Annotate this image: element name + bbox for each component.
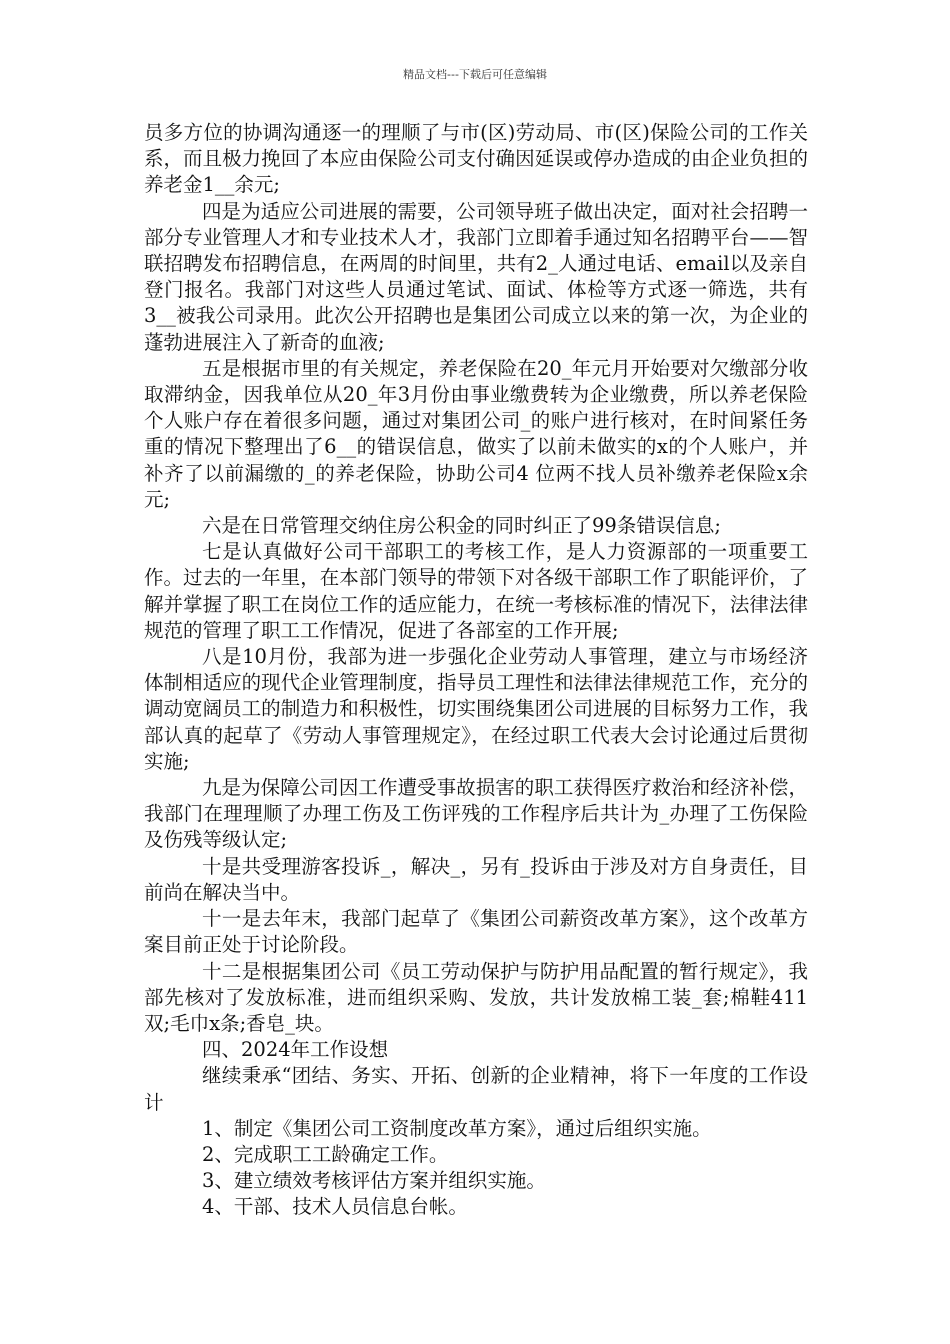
paragraph: 员多方位的协调沟通逐一的理顺了与市(区)劳动局、市(区)保险公司的工作关系，而且极力挽回了本应由保险公司支付确因延误或停办造成的由企业负担的养老金1__余元;	[144, 121, 808, 197]
page-header: 精品文档---下载后可任意编辑	[403, 68, 547, 81]
paragraph: 4、干部、技术人员信息台帐。	[202, 1195, 468, 1219]
paragraph: 十一是去年末，我部门起草了《集团公司薪资改革方案》，这个改革方案目前正处于讨论阶段。	[144, 907, 808, 957]
paragraph: 四、2024年工作设想	[202, 1038, 389, 1062]
paragraph: 六是在日常管理交纳住房公积金的同时纠正了99条错误信息;	[202, 514, 721, 538]
paragraph: 五是根据市里的有关规定，养老保险在20_年元月开始要对欠缴部分收取滞纳金，因我单位从20_年3月份由事业缴费转为企业缴费，所以养老保险个人账户存在着很多问题，通过对集团公司_的账户进行核对，在时间紧任务重的情况下整理出了6__的错误信息，做实了以前未做实的x的个人账户，并补齐了以前漏缴的_的养老保险，协助公司4 位两不找人员补缴养老保险x余元;	[144, 356, 808, 511]
paragraph: 十二是根据集团公司《员工劳动保护与防护用品配置的暂行规定》，我部先核对了发放标准，进而组织采购、发放，共计发放棉工装_套;棉鞋411双;毛巾x条;香皂_块。	[144, 959, 808, 1035]
paragraph: 九是为保障公司因工作遭受事故损害的职工获得医疗救治和经济补偿，我部门在理理顺了办理工伤及工伤评残的工作程序后共计为_办理了工伤保险及伤残等级认定;	[144, 776, 808, 852]
paragraph: 1、制定《集团公司工资制度改革方案》，通过后组织实施。	[202, 1116, 712, 1140]
paragraph: 四是为适应公司进展的需要，公司领导班子做出决定，面对社会招聘一部分专业管理人才和专业技术人才，我部门立即着手通过知名招聘平台——智联招聘发布招聘信息，在两周的时间里，共有2_人通过电话、email以及亲自登门报名。我部门对这些人员通过笔试、面试、体检等方式逐一筛选，共有3__被我公司录用。此次公开招聘也是集团公司成立以来的第一次，为企业的蓬勃进展注入了新奇的血液;	[144, 199, 808, 354]
paragraph: 七是认真做好公司干部职工的考核工作，是人力资源部的一项重要工作。过去的一年里，在本部门领导的带领下对各级干部职工作了职能评价，了解并掌握了职工在岗位工作的适应能力，在统一考核标准的情况下，法律法律规范的管理了职工工作情况，促进了各部室的工作开展;	[144, 540, 808, 642]
paragraph: 八是10月份，我部为进一步强化企业劳动人事管理，建立与市场经济体制相适应的现代企业管理制度，指导员工理性和法律法律规范工作，充分的调动宽阔员工的制造力和积极性，切实围绕集团公司进展的目标努力工作，我部认真的起草了《劳动人事管理规定》，在经过职工代表大会讨论通过后贯彻实施;	[144, 645, 808, 773]
paragraph: 十是共受理游客投诉_，解决_，另有_投诉由于涉及对方自身责任，目前尚在解决当中。	[144, 854, 808, 904]
paragraph: 继续秉承“团结、务实、开拓、创新的企业精神，将下一年度的工作设计	[144, 1064, 808, 1114]
document-body	[144, 120, 808, 1221]
paragraph: 3、建立绩效考核评估方案并组织实施。	[202, 1169, 546, 1193]
paragraph: 2、完成职工工龄确定工作。	[202, 1142, 449, 1166]
